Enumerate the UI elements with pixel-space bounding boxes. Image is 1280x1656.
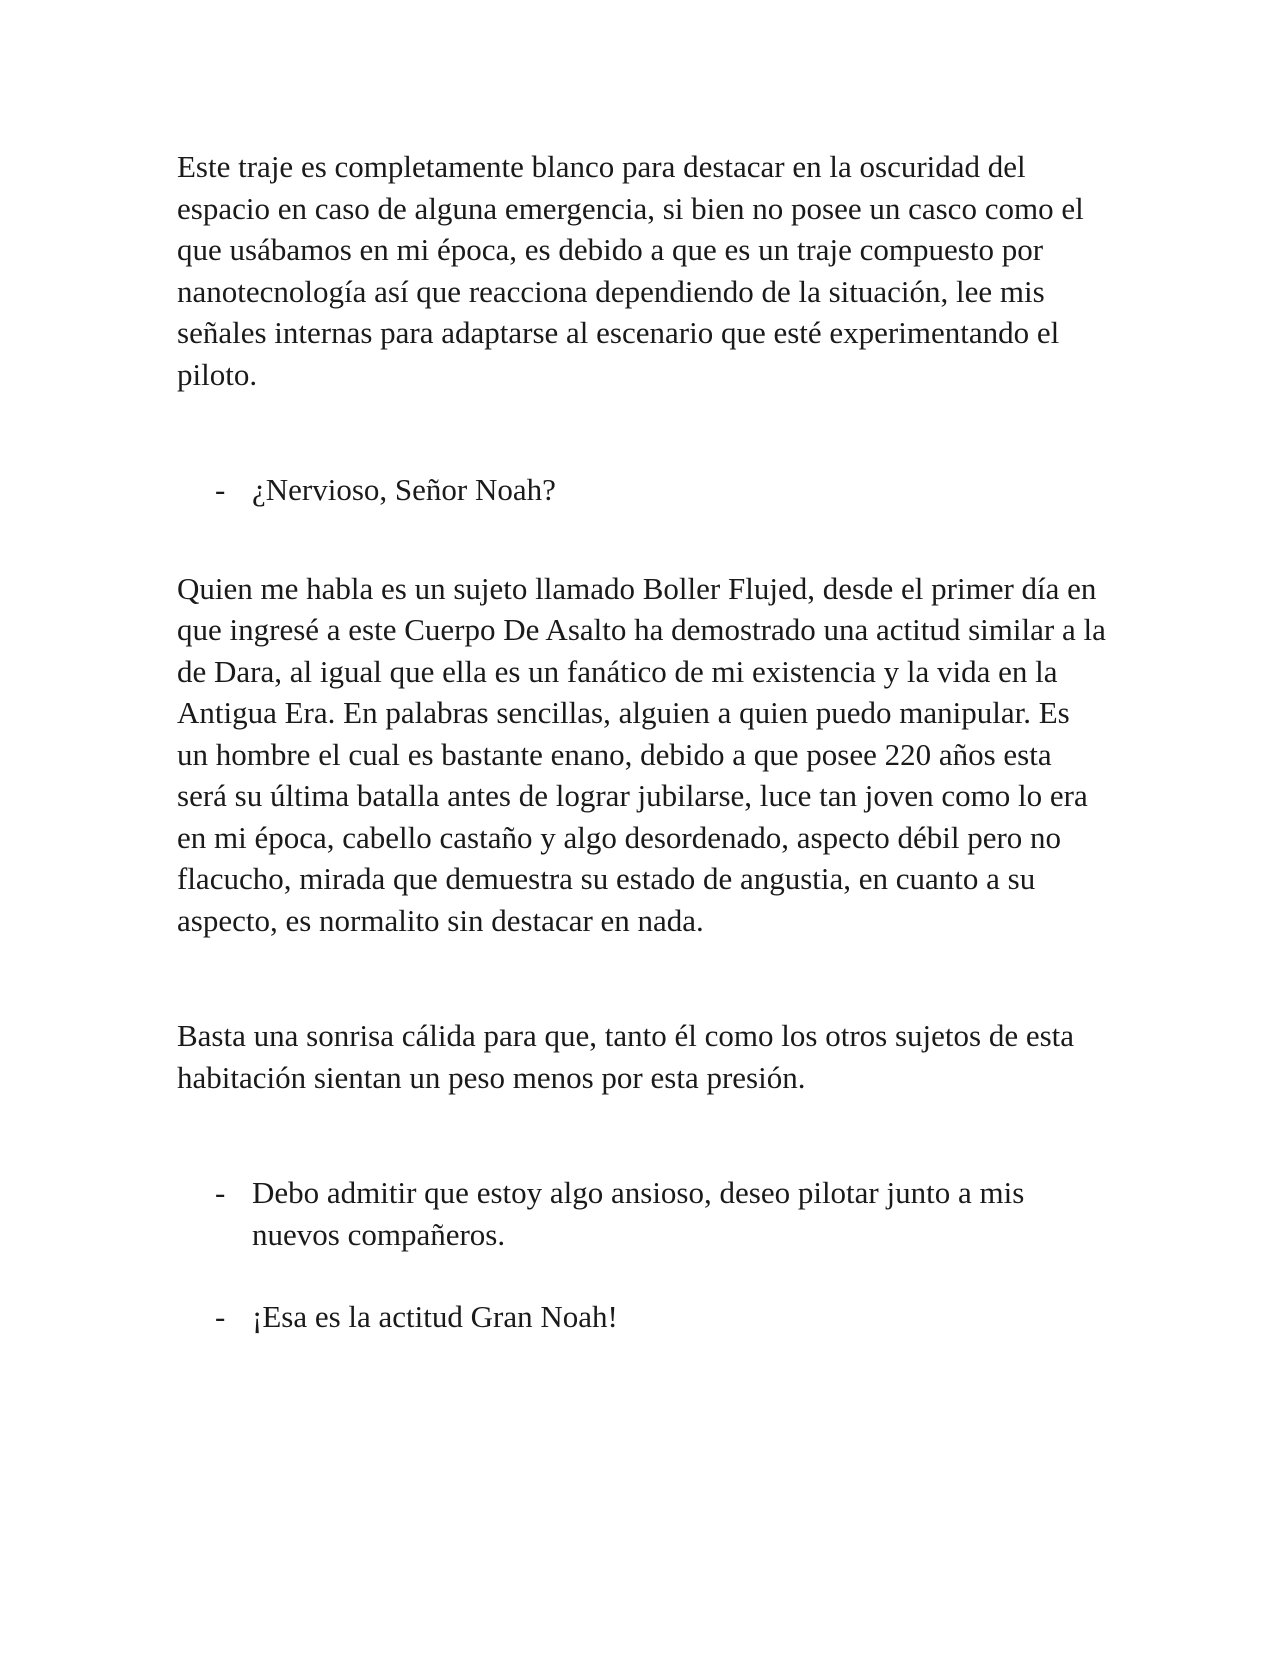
spacer [177, 1255, 1107, 1296]
dialogue-line-anxious [177, 1172, 1107, 1255]
paragraph-suit-description: Este traje es completamente blanco para destacar en la oscuridad del espacio en caso de alguna emergencia, si bien no posee un casco como el que usábamos en mi época, es debido a que es un traje compuesto por nanotecnología así que reacciona dependiendo de la situación, lee mis señales internas para adaptarse al escenario que esté experimentando el piloto. [177, 149, 1084, 392]
dialogue-text: ¿Nervioso, Señor Noah? [252, 472, 556, 507]
dialogue-line-attitude [177, 1296, 1107, 1338]
paragraph-smile: Basta una sonrisa cálida para que, tanto él como los otros sujetos de esta habitación sientan un peso menos por esta presión. [177, 1018, 1075, 1095]
spacer [177, 511, 1107, 568]
dialogue-dash: - [215, 1175, 226, 1210]
spacer [177, 395, 1107, 469]
dialogue-text: Debo admitir que estoy algo ansioso, deseo pilotar junto a mis nuevos compañeros. [252, 1175, 1025, 1252]
document-page [177, 146, 1107, 1338]
dialogue-text: ¡Esa es la actitud Gran Noah! [252, 1299, 618, 1334]
dialogue-dash: - [215, 472, 226, 507]
dialogue-dash: - [215, 1299, 226, 1334]
spacer [177, 1098, 1107, 1172]
paragraph-boller-description: Quien me habla es un sujeto llamado Boller Flujed, desde el primer día en que ingresé a este Cuerpo De Asalto ha demostrado una actitud similar a la de Dara, al igual que ella es un fanático de mi existencia y la vida en la Antigua Era. En palabras sencillas, alguien a quien puedo manipular. Es un hombre el cual es bastante enano, debido a que posee 220 años esta será su última batalla antes de lograr jubilarse, luce tan joven como lo era en mi época, cabello castaño y algo desordenado, aspecto débil pero no flacucho, mirada que demuestra su estado de angustia, en cuanto a su aspecto, es normalito sin destacar en nada. [177, 570, 1106, 938]
dialogue-line-nervous [177, 469, 1107, 511]
spacer [177, 941, 1107, 1015]
